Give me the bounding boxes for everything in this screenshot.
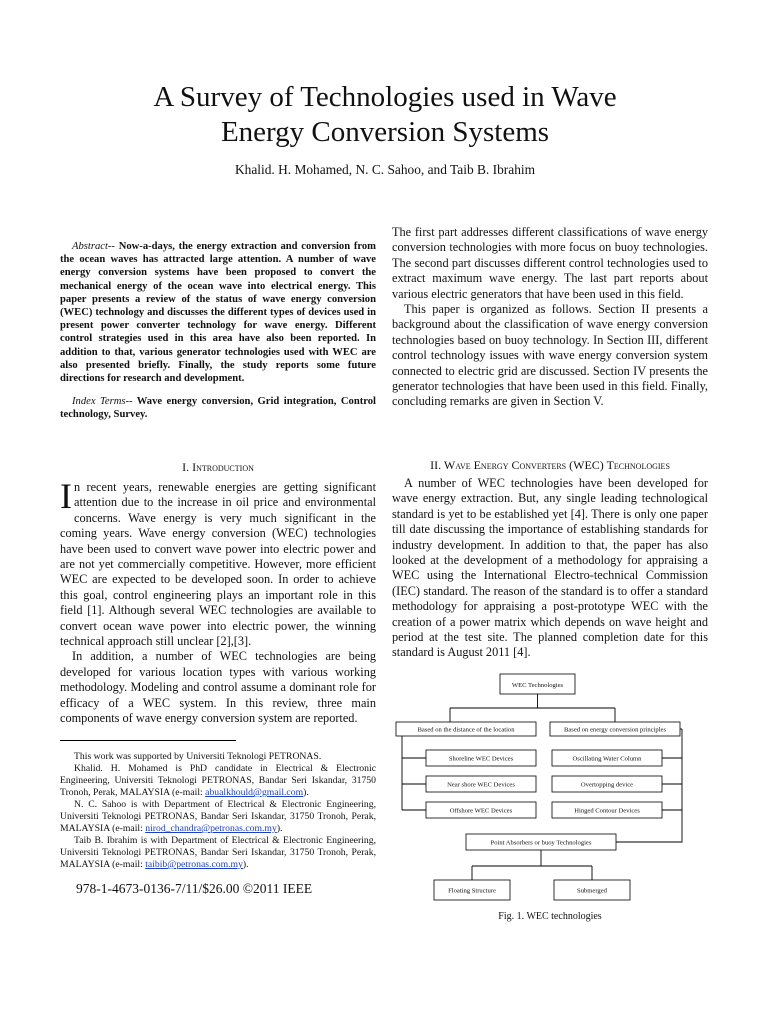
footnote-author-2 [60, 799, 376, 835]
left-column [60, 240, 376, 422]
abstract-text: Now-a-days, the energy extraction and conversion from the ocean waves has attracted large attention. A number of wave energy conversion systems have been proposed to convert the mechanical energy of the ocean wave into electrical energy. This paper presents a review of the status of wave energy conversion (WEC) technology and discusses the different types of devices used in present power converter technology for wave energy. Different control strategies used in this area have also been reported. In addition to that, various generator technologies used with WEC are also presented briefly. Finally, the study reports some future directions for research and development. [60, 241, 376, 385]
node-buoy-label: Point Absorbers or buoy Technologies [490, 839, 592, 847]
footnote-close-2: ). [276, 823, 283, 834]
abstract [60, 240, 376, 385]
node-principle-label: Based on energy conversion principles [563, 726, 667, 734]
node-offshore-label: Offshore WEC Devices [449, 807, 513, 815]
title-line-1: A Survey of Technologies used in Wave [153, 81, 617, 113]
footnote-author-3-text: Taib B. Ibrahim is with Department of Electrical & Electronic Engineering, Universiti Teknologi PETRONAS, Bandar Seri Iskandar, 31750 Tronoh, Perak, MALAYSIA (e-mail: [60, 835, 376, 870]
section-heading-introduction: I. Introduction [182, 460, 254, 474]
right-paragraph-2: This paper is organized as follows. Section II presents a background about the classification of wave energy conversion technologies based on buoy technology. In Section III, different control technology issues with wave energy conversion system connected to electric grid are discussed. Section IV presents the generator technologies that have been used in this field. Finally, concluding remarks are given in Section V. [392, 302, 708, 409]
intro-paragraph-1 [60, 476, 376, 649]
title-line-2: Energy Conversion Systems [220, 116, 550, 148]
section-heading-wec: II. Wave Energy Converters (WEC) Technologies [430, 458, 670, 472]
footnote-author-1-text: Khalid. H. Mohamed is PhD candidate in Electrical & Electronic Engineering, Universiti Teknologi PETRONAS, Bandar Seri Iskandar, 31750 Tronoh, Perak, MALAYSIA (e-mail: [60, 763, 376, 798]
footnote-close-3: ). [242, 859, 249, 870]
footnote-close-1: ). [303, 787, 309, 798]
right-paragraph-3: A number of WEC technologies have been developed for wave energy extraction. But, any single leading technological standard is yet to be established yet [4]. There is only one paper till date discussing the importance of establishing standards for industry development. In addition to that, the paper has also looked at the development of a methodology for appraising a WEC using the International Electro-technical Commission (IEC) standard. The reason of the standard is to offer a standard methodology for appraising a post-prototype WEC with the creation of a power matrix which depends on wave height and period at the test site. The planned completion date for this standard is August 2011 [4]. [392, 476, 708, 660]
paper-title [60, 80, 710, 150]
node-root-label: WEC Technologies [511, 682, 564, 689]
footnote-support: This work was supported by Universiti Teknologi PETRONAS. [74, 751, 322, 762]
footnote-author-3 [60, 835, 376, 871]
node-hinged-label: Hinged Contour Devices [574, 807, 640, 815]
right-paragraph-1: The first part addresses different classifications of wave energy conversion technologies with more focus on buoy technologies. The second part discusses different control technologies used to extract maximum wave energy. The last part reports about various electric generators that have been used in this field. [392, 225, 708, 301]
footnote-author-1 [60, 763, 376, 799]
intro-p1-text: n recent years, renewable energies are getting significant attention due to the increase in oil price and environmental concerns. Wave energy is very much significant in the coming years. Wave energy conversion (WEC) technologies have been used to convert wave power into electric power and are not yet commercially competitive. However, more efficient WEC are expected to be developed soon. In order to achieve this goal, control engineering plays an important role in this field [1]. Although several WEC technologies are available to convert ocean wave power into electric power, the winning technical approach still unclear [2],[3]. [60, 480, 376, 649]
email-link-1[interactable]: abualkhould@gmail.com [205, 787, 304, 798]
node-overtopping-label: Overtopping device [580, 781, 634, 789]
copyright-line: 978-1-4673-0136-7/11/$26.00 ©2011 IEEE [76, 881, 313, 896]
introduction-body [60, 476, 376, 727]
footnote-author-2-text: N. C. Sahoo is with Department of Electrical & Electronic Engineering, Universiti Teknologi PETRONAS, Bandar Seri Iskandar, 31750 Tronoh, Perak, MALAYSIA (e-mail: [60, 799, 376, 834]
right-column [392, 225, 708, 410]
node-nearshore-label: Near shore WEC Devices [447, 781, 515, 789]
index-terms-label: Index Terms-- [72, 396, 133, 408]
email-link-3[interactable]: taibib@petronas.com.my [145, 859, 243, 870]
node-location-label: Based on the distance of the location [417, 726, 515, 734]
wec-section-body [392, 476, 708, 661]
wec-technologies-diagram [390, 668, 720, 908]
abstract-label: Abstract-- [72, 241, 115, 252]
figure-caption: Fig. 1. WEC technologies [498, 911, 602, 922]
index-terms-text: Wave energy conversion, Grid integration, Control technology, Survey. [60, 396, 376, 421]
node-owc-label: Oscillating Water Column [572, 755, 642, 763]
node-shoreline-label: Shoreline WEC Devices [448, 755, 514, 763]
node-submerged-label: Submerged [577, 887, 607, 895]
footnotes [60, 751, 376, 871]
drop-cap: I [60, 476, 72, 516]
intro-paragraph-2: In addition, a number of WEC technologies are being developed for various location types with various working methodology. Modeling and control assume a dominant role for efficacy of a WEC system. In this review, three main components of wave energy conversion system are reported. [60, 649, 376, 726]
index-terms [60, 395, 376, 421]
node-floating-label: Floating Structure [448, 887, 496, 895]
email-link-2[interactable]: nirod_chandra@petronas.com.my [145, 823, 277, 834]
footnote-rule [60, 740, 236, 741]
author-list: Khalid. H. Mohamed, N. C. Sahoo, and Taib B. Ibrahim [234, 162, 536, 177]
